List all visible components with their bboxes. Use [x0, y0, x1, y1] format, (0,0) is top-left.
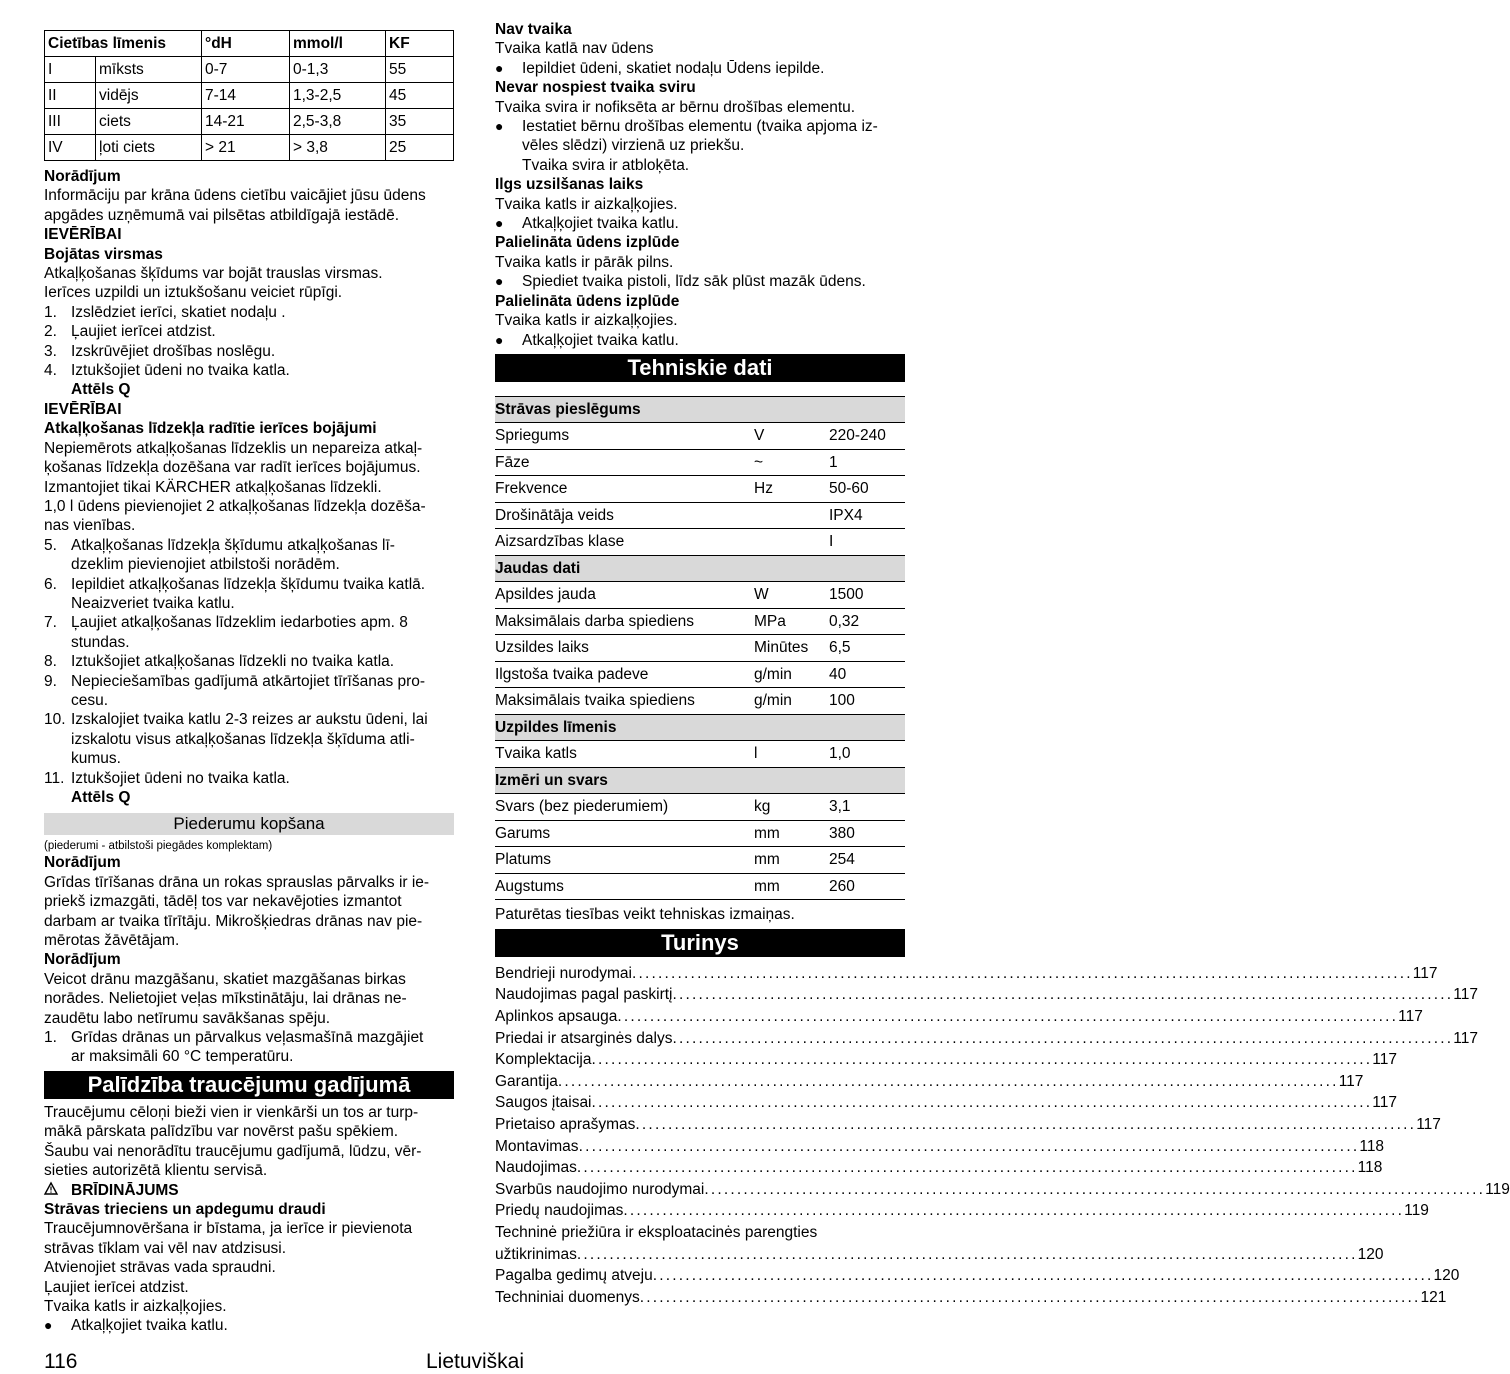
- tech-unit: [754, 502, 829, 529]
- table-cell: I: [45, 57, 96, 83]
- note-text: Veicot drānu mazgāšanu, skatiet mazgāšanas birkas: [44, 970, 406, 988]
- tech-section-row: [495, 396, 905, 423]
- table-cell: III: [45, 109, 96, 135]
- table-cell: IV: [45, 135, 96, 161]
- toc-entry: [495, 1222, 905, 1244]
- note-text: priekš izmazgāti, tādēļ tos var nekavējoties izmantot: [44, 893, 402, 911]
- step-number: 7.: [44, 614, 57, 632]
- table-cell: 14-21: [202, 109, 290, 135]
- tech-unit: Minūtes: [754, 635, 829, 662]
- tech-unit: Hz: [754, 476, 829, 503]
- caution-title: Bojātas virsmas: [44, 245, 163, 263]
- table-row: [45, 135, 454, 161]
- toc-leader: ........................................................................................................................: [672, 1029, 1454, 1047]
- section-heading-troubleshooting: Palīdzība traucējumu gadījumā: [44, 1071, 454, 1099]
- header-cell: mmol/l: [290, 31, 386, 57]
- tech-section-row: [495, 555, 905, 582]
- step-item: [44, 652, 454, 671]
- table-of-contents: [495, 963, 1510, 1309]
- tech-section-row: [495, 714, 905, 741]
- tech-row: [495, 608, 905, 635]
- help-text: sieties autorizētā klientu servisā.: [44, 1162, 268, 1180]
- bullet-icon: ●: [495, 331, 504, 348]
- step-number: 6.: [44, 575, 57, 593]
- bullet-text: vēles slēdzi) virzienā uz priekšu.: [522, 137, 745, 155]
- footer-language: Lietuviškai: [425, 1350, 525, 1373]
- warning-text: Tvaika katls ir aizkaļķojies.: [44, 1297, 227, 1315]
- tech-unit: MPa: [754, 608, 829, 635]
- step-text: Iztukšojiet atkaļķošanas līdzekli no tvaika katla.: [71, 653, 395, 671]
- toc-leader: ........................................................................................................................: [591, 1051, 1373, 1069]
- caution-text: Atkaļķošanas šķīdums var bojāt trauslas virsmas.: [44, 265, 383, 283]
- bullet-icon: ●: [44, 1317, 53, 1334]
- figure-reference: Attēls Q: [71, 789, 131, 806]
- bullet-item: [495, 214, 905, 233]
- warning-text: Ļaujiet ierīcei atdzist.: [44, 1278, 189, 1296]
- toc-page: 119: [1404, 1202, 1429, 1220]
- toc-title: Montavimas: [495, 1137, 579, 1155]
- step-text: Izskrūvējiet drošības noslēgu.: [71, 342, 276, 360]
- toc-leader: ........................................................................................................................: [652, 1267, 1434, 1285]
- toc-page: 118: [1359, 1137, 1385, 1155]
- bullet-item: [495, 59, 905, 78]
- step-item: [44, 1028, 454, 1047]
- table-cell: 2,5-3,8: [290, 109, 386, 135]
- toc-leader: ........................................................................................................................: [639, 1288, 1421, 1306]
- step-item: [44, 303, 454, 322]
- tech-value: IPX4: [829, 502, 905, 529]
- care-note: (piederumi - atbilstoši piegādes komplektam): [44, 840, 273, 853]
- toc-leader: ........................................................................................................................: [617, 1008, 1399, 1025]
- technical-data-table: [495, 396, 905, 901]
- tech-value: 1: [829, 449, 905, 476]
- tech-parameter: Drošinātāja veids: [495, 502, 754, 529]
- tech-unit: g/min: [754, 661, 829, 688]
- table-cell: 7-14: [202, 83, 290, 109]
- step-text: Ļaujiet atkaļķošanas līdzeklim iedarboties apm. 8: [71, 614, 408, 632]
- toc-title: Techninė priežiūra ir eksploatacinės parengties: [495, 1223, 818, 1241]
- toc-leader: ........................................................................................................................: [578, 1137, 1360, 1155]
- toc-leader: ........................................................................................................................: [672, 986, 1454, 1004]
- tech-value: 1,0: [829, 741, 905, 768]
- tech-value: 380: [829, 820, 905, 847]
- tech-value: 0,32: [829, 608, 905, 635]
- section-heading-technical-data: Tehniskie dati: [495, 354, 905, 382]
- steps-list: [44, 303, 454, 381]
- tech-section-label: Uzpildes līmenis: [495, 714, 905, 741]
- table-cell: 0-1,3: [290, 57, 386, 83]
- step-number: 11.: [44, 769, 65, 787]
- tech-unit: g/min: [754, 688, 829, 715]
- warning-text: strāvas tīklam vai vēl nav atdzisusi.: [44, 1239, 287, 1257]
- step-number: 2.: [44, 323, 57, 341]
- table-cell: 55: [386, 57, 454, 83]
- figure-reference: Attēls Q: [71, 381, 131, 399]
- step-item: [44, 536, 454, 555]
- caution-text: Nepiemērots atkaļķošanas līdzeklis un nepareiza atkaļ-: [44, 439, 423, 457]
- toc-page: 117: [1398, 1008, 1423, 1025]
- tech-parameter: Svars (bez piederumiem): [495, 794, 754, 821]
- toc-page: 117: [1416, 1115, 1441, 1133]
- note-text: darbam ar tvaika tīrītāju. Mikrošķiedras drānas nav pie-: [44, 912, 423, 930]
- tech-parameter: Uzsildes laiks: [495, 635, 754, 662]
- header-cell: KF: [386, 31, 454, 57]
- help-text: Traucējumu cēloņi bieži vien ir vienkārši un tos ar turp-: [44, 1103, 419, 1121]
- toc-leader: ........................................................................................................................: [557, 1072, 1339, 1090]
- step-number: 9.: [44, 672, 57, 690]
- bullet-item: [495, 117, 905, 136]
- tech-row: [495, 741, 905, 768]
- tech-parameter: Frekvence: [495, 476, 754, 503]
- table-cell: 45: [386, 83, 454, 109]
- warning-title: Strāvas trieciens un apdegumu draudi: [44, 1200, 326, 1218]
- caution-label: IEVĒRĪBAI: [44, 400, 122, 418]
- tech-row: [495, 661, 905, 688]
- toc-leader: ........................................................................................................................: [576, 1159, 1358, 1177]
- step-number: 5.: [44, 536, 57, 554]
- step-text: cesu.: [71, 691, 109, 709]
- step-text: Neaizveriet tvaika katlu.: [71, 594, 235, 612]
- toc-leader: ........................................................................................................................: [623, 1202, 1405, 1220]
- warning-label: BRĪDINĀJUMS: [71, 1181, 179, 1199]
- step-text: Grīdas drānas un pārvalkus veļasmašīnā mazgājiet: [71, 1029, 424, 1047]
- toc-title: užtikrinimas: [495, 1245, 577, 1263]
- note-title: Norādījum: [44, 951, 121, 969]
- step-text: kumus.: [71, 750, 121, 768]
- trouble-title: Nav tvaika: [495, 21, 572, 38]
- table-row: [45, 83, 454, 109]
- table-header-row: [45, 31, 454, 57]
- toc-entry: [495, 1006, 1423, 1028]
- section-heading-accessory-care: Piederumu kopšana: [44, 813, 454, 835]
- tech-row: [495, 502, 905, 529]
- tech-section-row: [495, 767, 905, 794]
- step-text: dzeklim pievienojiet atbilstoši norādēm.: [71, 556, 340, 574]
- tech-value: 220-240: [829, 423, 905, 450]
- caution-text: Izmantojiet tikai KÄRCHER atkaļķošanas līdzekli.: [44, 478, 382, 496]
- step-item: [44, 613, 454, 632]
- tech-value: I: [829, 529, 905, 556]
- toc-leader: ........................................................................................................................: [591, 1094, 1373, 1112]
- bullet-text: Spiediet tvaika pistoli, līdz sāk plūst mazāk ūdens.: [522, 273, 866, 291]
- bullet-text: Atkaļķojiet tvaika katlu.: [522, 331, 679, 349]
- warning-heading: [44, 1181, 454, 1200]
- step-text: Nepieciešamības gadījumā atkārtojiet tīrīšanas pro-: [71, 672, 426, 690]
- note-text: mērotas žāvētājam.: [44, 932, 180, 950]
- table-row: [45, 57, 454, 83]
- step-text: Iztukšojiet ūdeni no tvaika katla.: [71, 362, 290, 380]
- steps-list: [44, 536, 454, 788]
- bullet-text: Atkaļķojiet tvaika katlu.: [522, 215, 679, 233]
- tech-parameter: Maksimālais tvaika spiediens: [495, 688, 754, 715]
- tech-row: [495, 582, 905, 609]
- tech-row: [495, 476, 905, 503]
- toc-entry: [495, 1114, 1441, 1136]
- toc-title: Svarbūs naudojimo nurodymai: [495, 1180, 705, 1198]
- tech-unit: kg: [754, 794, 829, 821]
- step-number: 8.: [44, 653, 57, 671]
- toc-page: 117: [1372, 1051, 1397, 1069]
- help-text: Šaubu vai nenorādītu traucējumu gadījumā, lūdzu, vēr-: [44, 1142, 422, 1160]
- tech-row: [495, 873, 905, 900]
- toc-page: 120: [1433, 1267, 1460, 1285]
- tech-unit: mm: [754, 820, 829, 847]
- step-text: Ļaujiet ierīcei atdzist.: [71, 323, 216, 341]
- tech-row: [495, 529, 905, 556]
- tech-value: 50-60: [829, 476, 905, 503]
- trouble-title: Nevar nospiest tvaika sviru: [495, 79, 696, 97]
- step-text: Atkaļķošanas līdzekļa šķīdumu atkaļķošanas lī-: [71, 536, 395, 554]
- toc-title: Aplinkos apsauga: [495, 1008, 618, 1025]
- note-text: apgādes uzņēmumā vai pilsētas atbildīgajā iestādē.: [44, 206, 400, 224]
- step-item: [44, 672, 454, 691]
- step-item: [44, 361, 454, 380]
- trouble-title: Palielināta ūdens izplūde: [495, 292, 680, 310]
- tech-row: [495, 635, 905, 662]
- toc-page: 117: [1453, 986, 1478, 1004]
- warning-icon: [44, 1181, 71, 1200]
- toc-title: Garantija: [495, 1072, 558, 1090]
- tech-unit: W: [754, 582, 829, 609]
- header-cell: °dH: [202, 31, 290, 57]
- table-cell: mīksts: [96, 57, 202, 83]
- toc-leader: ........................................................................................................................: [632, 964, 1413, 982]
- toc-entry: [495, 1049, 1397, 1071]
- table-cell: vidējs: [96, 83, 202, 109]
- trouble-cause: Tvaika katls ir aizkaļķojies.: [495, 312, 678, 330]
- toc-title: Prietaiso aprašymas: [495, 1115, 636, 1133]
- toc-title: Bendrieji nurodymai: [495, 964, 632, 982]
- caution-label: IEVĒRĪBAI: [44, 226, 122, 244]
- tech-unit: l: [754, 741, 829, 768]
- header-cell: Cietības līmenis: [45, 31, 202, 57]
- caution-text: ķošanas līdzekļa dozēšana var radīt ierīces bojājumus.: [44, 459, 421, 477]
- table-row: [45, 109, 454, 135]
- tech-value: 6,5: [829, 635, 905, 662]
- toc-page: 117: [1453, 1029, 1478, 1047]
- toc-page: 119: [1485, 1180, 1510, 1198]
- tech-value: 40: [829, 661, 905, 688]
- table-cell: 0-7: [202, 57, 290, 83]
- step-item: [44, 710, 454, 729]
- tech-parameter: Augstums: [495, 873, 754, 900]
- toc-entry: [495, 1265, 1460, 1287]
- table-cell: > 3,8: [290, 135, 386, 161]
- note-text: Informāciju par krāna ūdens cietību vaicājiet jūsu ūdens: [44, 187, 426, 205]
- help-text: mākā pārskata palīdzību var novērst pašu spēkiem.: [44, 1123, 399, 1141]
- tech-parameter: Garums: [495, 820, 754, 847]
- step-item: [44, 769, 454, 788]
- table-cell: ļoti ciets: [96, 135, 202, 161]
- toc-title: Pagalba gedimų atveju: [495, 1267, 653, 1285]
- toc-title: Priedai ir atsarginės dalys: [495, 1029, 673, 1047]
- toc-entry: [495, 963, 1438, 985]
- caution-text: 1,0 l ūdens pievienojiet 2 atkaļķošanas līdzekļa dozēša-: [44, 497, 426, 515]
- step-text: Izskalojiet tvaika katlu 2-3 reizes ar aukstu ūdeni, lai: [71, 711, 428, 729]
- toc-leader: ........................................................................................................................: [704, 1180, 1486, 1198]
- toc-title: Saugos įtaisai: [495, 1094, 592, 1112]
- tech-parameter: Ilgstoša tvaika padeve: [495, 661, 754, 688]
- bullet-text: Iestatiet bērnu drošības elementu (tvaika apjoma iz-: [522, 118, 878, 136]
- table-cell: 25: [386, 135, 454, 161]
- trouble-title: Palielināta ūdens izplūde: [495, 234, 680, 252]
- step-item: [44, 575, 454, 594]
- tech-value: 100: [829, 688, 905, 715]
- step-item: [44, 342, 454, 361]
- bullet-text: Tvaika svira ir atbloķēta.: [522, 156, 690, 174]
- tech-value: 3,1: [829, 794, 905, 821]
- toc-entry: [495, 1136, 1385, 1158]
- bullet-icon: ●: [495, 118, 504, 135]
- toc-entry: [495, 1179, 1510, 1201]
- note-title: Norādījum: [44, 168, 121, 185]
- note-text: norādes. Nelietojiet veļas mīkstinātāju, lai drānas ne-: [44, 990, 407, 1008]
- bullet-icon: ●: [495, 273, 504, 290]
- tech-unit: V: [754, 423, 829, 450]
- step-number: 3.: [44, 342, 57, 360]
- toc-page: 117: [1338, 1072, 1364, 1090]
- tech-parameter: Spriegums: [495, 423, 754, 450]
- caution-title: Atkaļķošanas līdzekļa radītie ierīces bojājumi: [44, 420, 377, 438]
- tech-value: 1500: [829, 582, 905, 609]
- trouble-cause: Tvaika katls ir aizkaļķojies.: [495, 195, 678, 213]
- toc-entry: [495, 1244, 1384, 1266]
- table-cell: 1,3-2,5: [290, 83, 386, 109]
- bullet-text: Atkaļķojiet tvaika katlu.: [71, 1317, 228, 1335]
- tech-parameter: Tvaika katls: [495, 741, 754, 768]
- toc-leader: ........................................................................................................................: [576, 1245, 1358, 1263]
- warning-text: Atvienojiet strāvas vada spraudni.: [44, 1259, 276, 1277]
- table-cell: 35: [386, 109, 454, 135]
- step-number: 1.: [44, 1029, 57, 1047]
- tech-row: [495, 449, 905, 476]
- toc-entry: [495, 1071, 1364, 1093]
- tech-value: 260: [829, 873, 905, 900]
- toc-entry: [495, 1028, 1478, 1050]
- toc-title: Naudojimas: [495, 1159, 577, 1177]
- page-number: 116: [44, 1350, 78, 1373]
- toc-title: Komplektacija: [495, 1051, 592, 1069]
- left-column: [44, 20, 454, 1336]
- warning-text: Traucējumnovēršana ir bīstama, ja ierīce ir pievienota: [44, 1220, 413, 1238]
- step-text: stundas.: [71, 633, 130, 651]
- toc-entry: [495, 1157, 1383, 1179]
- caution-text: Ierīces uzpildi un iztukšošanu veiciet rūpīgi.: [44, 284, 343, 302]
- toc-entry: [495, 1287, 1447, 1309]
- tech-row: [495, 820, 905, 847]
- bullet-icon: ●: [495, 215, 504, 232]
- step-text: Izslēdziet ierīci, skatiet nodaļu .: [71, 303, 286, 321]
- toc-entry: [495, 1200, 1429, 1222]
- tech-value: 254: [829, 847, 905, 874]
- trouble-cause: Tvaika katlā nav ūdens: [495, 40, 654, 58]
- toc-entry: [495, 1092, 1398, 1114]
- tech-unit: ~: [754, 449, 829, 476]
- hardness-table: [44, 30, 454, 161]
- toc-leader: ........................................................................................................................: [635, 1115, 1417, 1133]
- tech-parameter: Fāze: [495, 449, 754, 476]
- toc-title: Priedų naudojimas: [495, 1202, 624, 1220]
- step-item: [44, 322, 454, 341]
- step-text: izskalotu visus atkaļķošanas līdzekļa šķīduma atli-: [71, 730, 415, 748]
- trouble-cause: Tvaika svira ir nofiksēta ar bērnu drošības elementu.: [495, 98, 856, 116]
- table-cell: II: [45, 83, 96, 109]
- caution-text: nas vienības.: [44, 517, 136, 535]
- bullet-item: [495, 331, 905, 350]
- step-number: 10.: [44, 711, 66, 729]
- step-number: 4.: [44, 362, 57, 380]
- tech-parameter: Apsildes jauda: [495, 582, 754, 609]
- bullet-icon: ●: [495, 59, 504, 76]
- tech-section-label: Izmēri un svars: [495, 767, 905, 794]
- note-title: Norādījum: [44, 854, 121, 872]
- table-cell: ciets: [96, 109, 202, 135]
- tech-row: [495, 423, 905, 450]
- toc-page: 117: [1412, 964, 1438, 982]
- toc-page: 121: [1420, 1288, 1447, 1306]
- table-cell: > 21: [202, 135, 290, 161]
- section-heading-contents: Turinys: [495, 929, 905, 957]
- toc-title: Techniniai duomenys: [495, 1288, 640, 1306]
- note-text: Grīdas tīrīšanas drāna un rokas sprauslas pārvalks ir ie-: [44, 873, 430, 891]
- tech-section-label: Strāvas pieslēgums: [495, 396, 905, 423]
- step-text: ar maksimāli 60 °C temperatūru.: [71, 1048, 294, 1066]
- toc-page: 118: [1357, 1159, 1383, 1177]
- bullet-text: Iepildiet ūdeni, skatiet nodaļu Ūdens iepilde.: [522, 59, 825, 77]
- right-column: [495, 20, 1510, 1308]
- toc-entry: [495, 984, 1478, 1006]
- step-text: Iztukšojiet ūdeni no tvaika katla.: [71, 769, 290, 787]
- rights-note: Paturētas tiesības veikt tehniskas izmaiņas.: [495, 906, 795, 924]
- tech-row: [495, 688, 905, 715]
- tech-row: [495, 794, 905, 821]
- toc-title: Naudojimas pagal paskirtį: [495, 986, 673, 1004]
- toc-page: 120: [1357, 1245, 1384, 1263]
- toc-page: 117: [1372, 1094, 1398, 1112]
- trouble-title: Ilgs uzsilšanas laiks: [495, 176, 644, 194]
- bullet-item: [495, 272, 905, 291]
- tech-unit: mm: [754, 847, 829, 874]
- tech-unit: [754, 529, 829, 556]
- note-text: zaudētu labo netīrumu savākšanas spēju.: [44, 1009, 331, 1027]
- tech-section-label: Jaudas dati: [495, 555, 905, 582]
- tech-parameter: Maksimālais darba spiediens: [495, 608, 754, 635]
- trouble-cause: Tvaika katls ir pārāk pilns.: [495, 253, 674, 271]
- tech-unit: mm: [754, 873, 829, 900]
- step-text: Iepildiet atkaļķošanas līdzekļa šķīdumu tvaika katlā.: [71, 575, 426, 593]
- tech-row: [495, 847, 905, 874]
- step-number: 1.: [44, 303, 57, 321]
- tech-parameter: Aizsardzības klase: [495, 529, 754, 556]
- bullet-item: [44, 1316, 454, 1335]
- tech-parameter: Platums: [495, 847, 754, 874]
